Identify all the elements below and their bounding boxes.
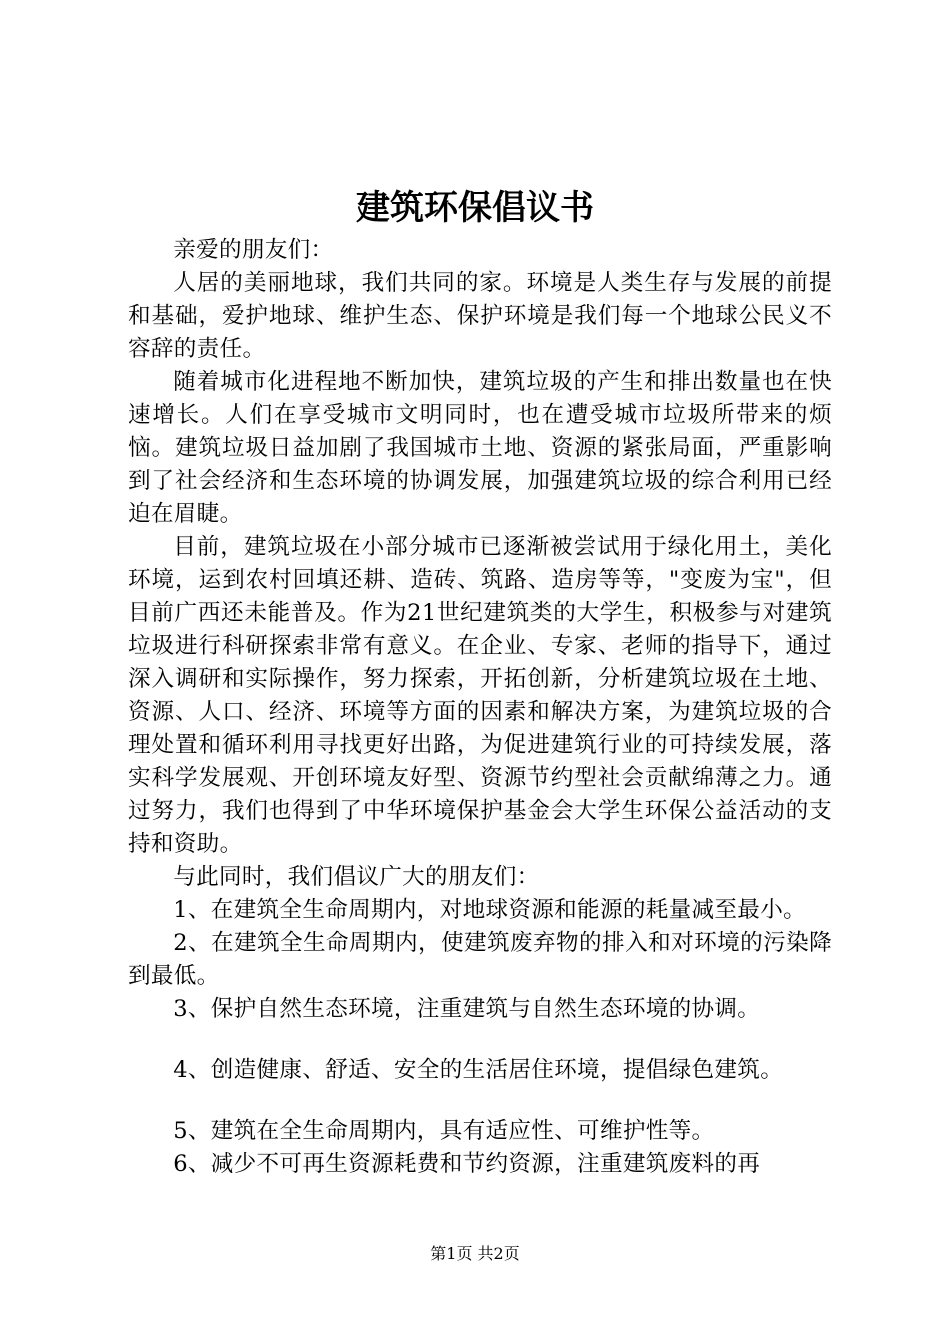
salutation: 亲爱的朋友们： <box>173 237 334 263</box>
paragraph-proposal-lead: 与此同时，我们倡议广大的朋友们： <box>173 864 540 890</box>
proposal-item-2: 2、在建筑全生命周期内，使建筑废弃物的排入和对环境的污染降到最低。 <box>128 930 832 989</box>
paragraph-gap <box>128 1087 832 1115</box>
paragraph-intro: 人居的美丽地球，我们共同的家。环境是人类生存与发展的前提和基础，爱护地球、维护生态、保护环境是我们每一个地球公民义不容辞的责任。 <box>128 270 832 362</box>
document-body <box>128 234 832 1181</box>
paragraph-gap <box>128 1026 832 1054</box>
paragraph-current-status: 目前，建筑垃圾在小部分城市已逐渐被尝试用于绿化用土，美化环境，运到农村回填还耕、造砖、筑路、造房等等，"变废为宝"，但目前广西还未能普及。作为21世纪建筑类的大学生，积极参与对建筑垃圾进行科研探索非常有意义。在企业、专家、老师的指导下，通过深入调研和实际操作，努力探索，开拓创新，分析建筑垃圾在土地、资源、人口、经济、环境等方面的因素和解决方案，为建筑垃圾的合理处置和循环利用寻找更好出路，为促进建筑行业的可持续发展，落实科学发展观、开创环境友好型、资源节约型社会贡献绵薄之力。通过努力，我们也得到了中华环境保护基金会大学生环保公益活动的支持和资助。 <box>128 534 832 857</box>
proposal-item-1: 1、在建筑全生命周期内，对地球资源和能源的耗量减至最小。 <box>173 897 806 923</box>
proposal-item-5: 5、建筑在全生命周期内，具有适应性、可维护性等。 <box>173 1118 715 1144</box>
proposal-item-3: 3、保护自然生态环境，注重建筑与自然生态环境的协调。 <box>173 996 761 1022</box>
document-title: 建筑环保倡议书 <box>356 188 594 228</box>
paragraph-urbanization: 随着城市化进程地不断加快，建筑垃圾的产生和排出数量也在快速增长。人们在享受城市文明同时，也在遭受城市垃圾所带来的烦恼。建筑垃圾日益加剧了我国城市土地、资源的紧张局面，严重影响到了社会经济和生态环境的协调发展，加强建筑垃圾的综合利用已经迫在眉睫。 <box>128 369 832 527</box>
proposal-item-4: 4、创造健康、舒适、安全的生活居住环境，提倡绿色建筑。 <box>173 1057 784 1083</box>
proposal-item-6: 6、减少不可再生资源耗费和节约资源，注重建筑废料的再 <box>173 1151 761 1177</box>
page-footer: 第1页 共2页 <box>430 1244 520 1263</box>
